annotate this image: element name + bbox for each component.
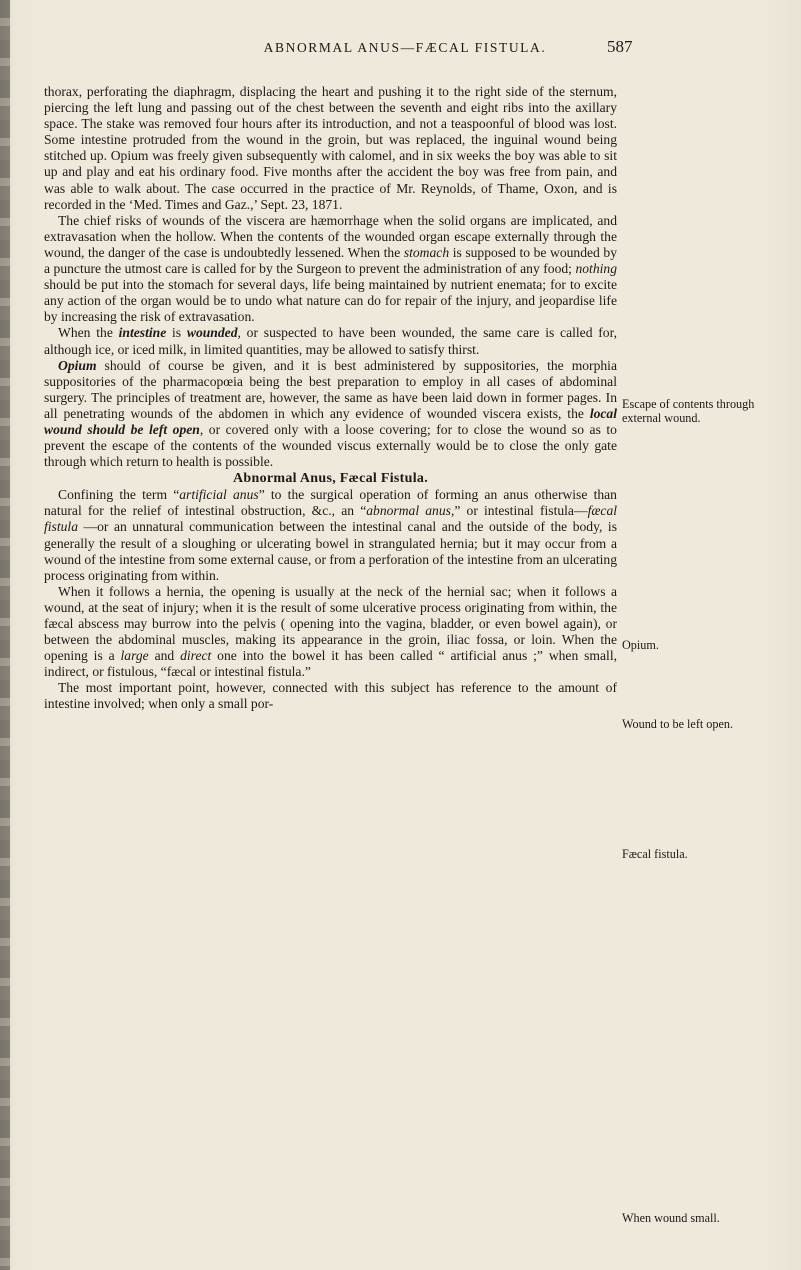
margin-note-escape: Escape of contents through external wound. [622, 397, 755, 425]
emphasis-abnormal-anus: abnormal anus [366, 503, 451, 519]
text-run: ” to the surgical operation of forming an anus otherwise than natural for the relief of intestinal obstruction, &c., an “ [44, 487, 617, 519]
page-binding-edge [0, 0, 10, 1270]
paragraph-viscera-risks [44, 213, 617, 326]
emphasis-wounded: wounded [186, 325, 238, 341]
text-run: The chief risks of wounds of the viscera are hæmorrhage when the solid organs are implicated, and extravasation when the hollow. When the contents of the wounded organ escape externally through the wound, the danger of the case is undoubtedly lessened. When the [44, 212, 617, 260]
margin-note-when-small: When wound small. [622, 1211, 720, 1225]
text-run: When the [58, 325, 119, 341]
emphasis-faecal-fistula: fæcal fistula [44, 503, 618, 535]
running-head: ABNORMAL ANUS—FÆCAL FISTULA. [263, 40, 547, 55]
paragraph-opium [44, 358, 617, 471]
text-run: Confining the term “ [58, 487, 180, 503]
emphasis-intestine: intestine [118, 325, 167, 341]
text-run: When it follows a hernia, the opening is usually at the neck of the hernial sac; when it follows a wound, at the seat of injury; when it is the result of some ulcerative process originating from within, the fæcal abscess may burrow into the pelvis ( opening into the vagina, bladder, or even bowel again), or between the abdominal muscles, making its appearance in the groin, iliac fossa, or loin. When the opening is a [44, 583, 617, 664]
margin-note-faecal-fistula: Fæcal fistula. [622, 847, 688, 861]
paragraph-case-report: thorax, perforating the diaphragm, displacing the heart and pushing it to the right side of the sternum, piercing the left lung and passing out of the chest between the seventh and eight ribs into the axillary space. The stake was removed four hours after its introduction, and not a teaspoonful of blood was lost. Some intestine protruded from the wound in the groin, but was replaced, the inguinal wound being stitched up. Opium was freely given subsequently with calomel, and in six weeks the boy was able to sit up and play and eat his ordinary food. Five months after the accident the boy was free from pain, and was able to walk about. The case occurred in the practice of Mr. Reynolds, of Thame, Oxon, and is recorded in the ‘Med. Times and Gaz.,’ Sept. 23, 1871. [44, 84, 617, 212]
text-run: and [148, 648, 181, 664]
margin-note-opium: Opium. [622, 638, 659, 652]
text-run: ,” or intestinal fistula— [450, 503, 588, 519]
emphasis-local-wound: local wound should be left open [44, 405, 617, 437]
body-text [44, 84, 617, 713]
emphasis-direct: direct [180, 648, 212, 664]
section-heading: Abnormal Anus, Fæcal Fistula. [233, 471, 428, 487]
paragraph-definition [44, 487, 617, 584]
page-number: 587 [607, 37, 633, 56]
text-run: —or an unnatural communication between the intestinal canal and the outside of the body, is generally the result of a sloughing or ulcerating bowel in strangulated hernia; but it may occur from a wound of the intestine from some external cause, or from a perforation of the intestine from an ulcerating process originating from within. [44, 519, 618, 583]
text-run: should of course be given, and it is best administered by suppositories, the morphia suppositories of the pharmacopœia being the best preparation to employ in all cases of abdominal surgery. The principles of treatment are, however, the same as have been laid down in former pages. In all penetrating wounds of the abdomen in which any evidence of wounded viscera exists, the [44, 357, 617, 421]
paragraph-important-point: The most important point, however, connected with this subject has reference to the amount of intestine involved; when only a small por- [44, 680, 617, 712]
emphasis-large: large [120, 648, 149, 664]
paragraph-hernia [44, 584, 617, 681]
text-run: one into the bowel it has been called “ artificial anus ;” when small, indirect, or fistulous, “fæcal or intestinal fistula.” [44, 648, 617, 680]
text-run: is supposed to be wounded by a puncture the utmost care is called for by the Surgeon to prevent the administration of any food; [44, 244, 618, 277]
text-run: , or suspected to have been wounded, the same care is called for, although ice, or iced milk, in limited quantities, may be allowed to satisfy thirst. [44, 325, 617, 357]
paragraph-intestine [44, 325, 617, 357]
emphasis-opium: Opium [58, 357, 97, 373]
text-run: is [166, 325, 187, 341]
emphasis-nothing: nothing [575, 261, 617, 277]
emphasis-artificial-anus: artificial anus [179, 487, 259, 503]
margin-note-wound-open: Wound to be left open. [622, 717, 734, 731]
emphasis-stomach: stomach [403, 244, 450, 260]
text-run: , or covered only with a loose covering; for to close the wound so as to prevent the escape of the contents of the wounded viscus externally would be to close the only gate through which return to health is possible. [44, 421, 617, 470]
text-run: should be put into the stomach for several days, life being maintained by nutrient enemata; for to excite any action of the organ would be to undo what nature can do for repair of the injury, and jeopardise life by increasing the risk of extravasation. [44, 277, 617, 325]
page-header [0, 37, 801, 64]
